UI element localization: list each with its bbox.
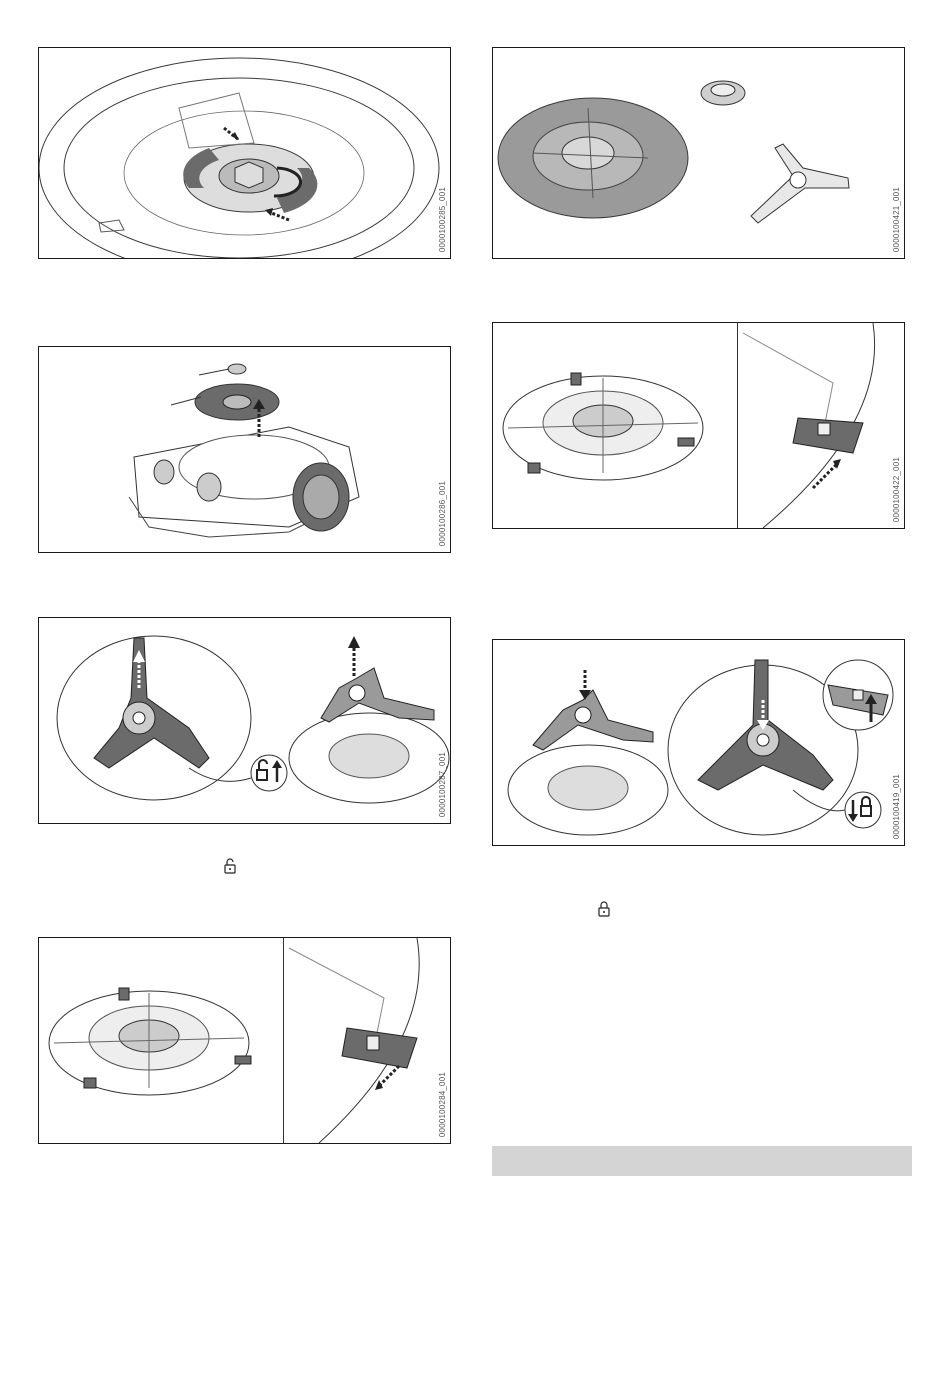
lock-icon <box>597 901 611 917</box>
illustration-blade-removal-detail <box>39 938 451 1144</box>
illustration-unlock-holder <box>39 618 451 824</box>
illustration-blade-detail <box>493 323 905 529</box>
unlock-icon <box>223 858 237 874</box>
figure-code: 0000100286_001 <box>438 480 447 546</box>
figure-unlock-holder <box>38 617 451 824</box>
figure-nut-removal <box>38 47 451 259</box>
blade-holder-part <box>751 144 849 223</box>
figure-code: 0000100419_001 <box>892 773 901 839</box>
figure-code: 0000100284_001 <box>438 1071 447 1137</box>
illustration-parts-separated <box>493 48 905 259</box>
illustration-robot-disc-lift <box>39 347 451 553</box>
figure-robot-disc-lift <box>38 346 451 553</box>
illustration-nut-removal <box>39 48 451 259</box>
zoom-detail <box>823 660 893 730</box>
figure-blade-attach <box>492 322 905 529</box>
section-heading-bar <box>492 1146 912 1176</box>
figure-parts-separated <box>492 47 905 259</box>
figure-blade-removal <box>38 937 451 1144</box>
figure-code: 0000100285_001 <box>438 186 447 252</box>
figure-lock-holder <box>492 639 905 846</box>
illustration-lock-holder <box>493 640 905 846</box>
figure-code: 0000100422_001 <box>892 456 901 522</box>
nut-part <box>701 81 745 105</box>
figure-code: 0000100287_001 <box>438 751 447 817</box>
figure-code: 0000100421_001 <box>892 186 901 252</box>
